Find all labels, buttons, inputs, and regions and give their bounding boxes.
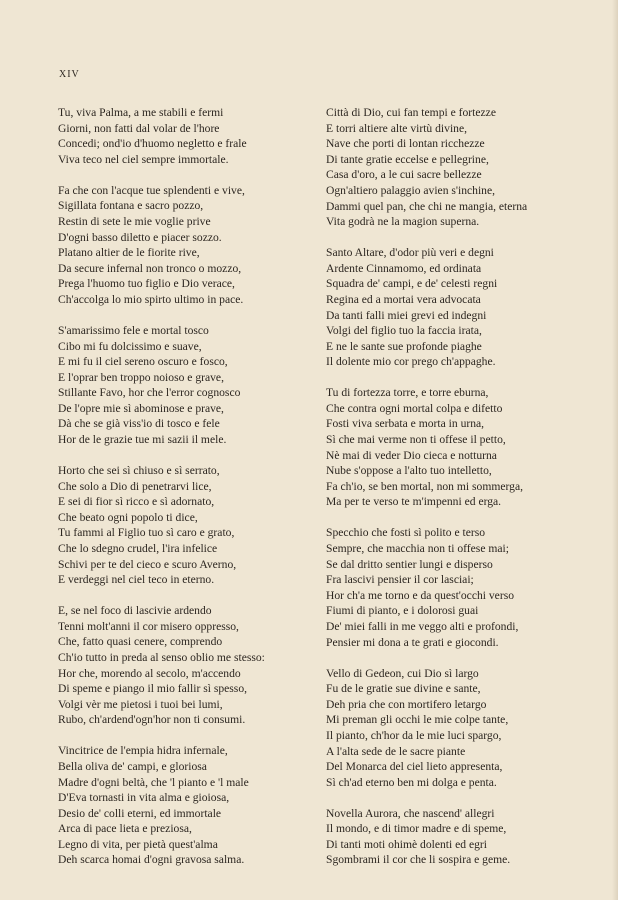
verse-line: Novella Aurora, che nascend' allegri xyxy=(326,806,495,820)
stanza xyxy=(58,105,308,167)
stanza xyxy=(326,525,562,650)
verse-line: Cibo mi fu dolcissimo e suave, xyxy=(58,339,202,353)
verse-line: E sei di fior sì ricco e sì adornato, xyxy=(58,495,215,509)
verse-line: Nè mai di veder Dio cieca e notturna xyxy=(326,448,497,462)
verse-line: Vello di Gedeon, cui Dio sì largo xyxy=(326,666,479,680)
verse-line: Che, fatto quasi cenere, comprendo xyxy=(58,635,223,649)
verse-line: De' miei falli in me veggo alti e profondi, xyxy=(326,619,519,633)
verse-line: Specchio che fosti sì polito e terso xyxy=(326,526,486,540)
verse-line: Hor de le grazie tue mi sazii il mele. xyxy=(58,433,227,447)
verse-line: Tenni molt'anni il cor misero oppresso, xyxy=(58,619,239,633)
verse-line: Nube s'oppose a l'alto tuo intelletto, xyxy=(326,464,492,478)
left-column xyxy=(58,105,308,883)
verse-line: Platano altier de le fiorite rive, xyxy=(58,246,200,260)
verse-line: Bella oliva de' campi, e gloriosa xyxy=(58,759,207,773)
verse-line: Restin di sete le mie voglie prive xyxy=(58,214,211,228)
verse-line: Giorni, non fatti dal volar de l'hore xyxy=(58,121,220,135)
page-number: XIV xyxy=(59,69,80,80)
verse-line: Pensier mi dona a te grati e giocondi. xyxy=(326,635,499,649)
verse-line: E, se nel foco di lascivie ardendo xyxy=(58,604,212,618)
verse-line: Horto che sei sì chiuso e sì serrato, xyxy=(58,464,220,478)
verse-line: Che solo a Dio di penetrarvi lice, xyxy=(58,479,212,493)
verse-line: E l'oprar ben troppo noioso e grave, xyxy=(58,370,224,384)
verse-line: Che beato ogni popolo ti dice, xyxy=(58,510,198,524)
verse-line: Città di Dio, cui fan tempi e fortezze xyxy=(326,106,496,119)
verse-line: De l'opre mie sì abominose e prave, xyxy=(58,401,224,415)
stanza xyxy=(58,603,308,728)
stanza xyxy=(58,183,308,308)
verse-line: Di speme e piango il mio fallir sì spesso, xyxy=(58,682,248,696)
verse-line: Di tanti moti ohimè dolenti ed egri xyxy=(326,837,487,851)
verse-line: Stillante Favo, hor che l'error cognosco xyxy=(58,386,241,400)
verse-line: Che lo sdegno crudel, l'ira infelice xyxy=(58,542,218,556)
verse-line: Ardente Cinnamomo, ed ordinata xyxy=(326,261,482,275)
verse-line: Volgi del figlio tuo la faccia irata, xyxy=(326,324,482,338)
verse-line: Da tanti falli miei grevi ed indegni xyxy=(326,308,487,322)
verse-line: Mi preman gli occhi le mie colpe tante, xyxy=(326,713,509,727)
verse-line: Tu, viva Palma, a me stabili e fermi xyxy=(58,106,224,119)
verse-line: Di tante gratie eccelse e pellegrine, xyxy=(326,152,489,166)
verse-line: Arca di pace lieta e preziosa, xyxy=(58,822,192,836)
verse-line: Sempre, che macchia non ti offese mai; xyxy=(326,542,509,556)
verse-line: E verdeggi nel ciel teco in eterno. xyxy=(58,573,215,587)
verse-line: Casa d'oro, a le cui sacre bellezze xyxy=(326,168,482,182)
verse-line: D'Eva tornasti in vita alma e gioiosa, xyxy=(58,791,230,805)
verse-line: Hor ch'a me torno e da quest'occhi verso xyxy=(326,588,515,602)
verse-line: Deh scarca homai d'ogni gravosa salma. xyxy=(58,853,245,867)
verse-line: Da secure infernal non tronco o mozzo, xyxy=(58,261,242,275)
verse-line: Hor che, morendo al secolo, m'accendo xyxy=(58,666,241,680)
stanza xyxy=(326,666,562,791)
stanza xyxy=(326,385,562,510)
verse-line: Ma per te verso te m'impenni ed erga. xyxy=(326,495,502,509)
verse-line: Deh pria che con mortifero letargo xyxy=(326,697,487,711)
verse-line: Fa ch'io, se ben mortal, non mi sommerga, xyxy=(326,479,524,493)
verse-line: Ch'accolga lo mio spirto ultimo in pace. xyxy=(58,292,244,306)
verse-line: Volgi vèr me pietosi i tuoi bei lumi, xyxy=(58,697,223,711)
verse-line: Sigillata fontana e sacro pozzo, xyxy=(58,199,204,213)
verse-line: D'ogni basso diletto e piacer sozzo. xyxy=(58,230,222,244)
verse-line: Fosti viva serbata e morta in urna, xyxy=(326,417,485,431)
verse-line: Il pianto, ch'hor da le mie luci spargo, xyxy=(326,728,502,742)
verse-line: Tu di fortezza torre, e torre eburna, xyxy=(326,386,489,400)
right-column xyxy=(326,105,562,883)
verse-line: Sgombrami il cor che li sospira e geme. xyxy=(326,853,511,867)
verse-line: Fu de le gratie sue divine e sante, xyxy=(326,682,481,696)
verse-line: S'amarissimo fele e mortal tosco xyxy=(58,323,209,337)
verse-line: Regina ed a mortai vera advocata xyxy=(326,292,481,306)
stanza xyxy=(58,463,308,588)
verse-line: Legno di vita, per pietà quest'alma xyxy=(58,837,218,851)
verse-line: Santo Altare, d'odor più veri e degni xyxy=(326,246,494,260)
verse-line: E mi fu il ciel sereno oscuro e fosco, xyxy=(58,355,228,369)
verse-line: Nave che porti di lontan ricchezze xyxy=(326,137,485,151)
verse-line: Viva teco nel ciel sempre immortale. xyxy=(58,152,229,166)
verse-line: Il dolente mio cor prego ch'appaghe. xyxy=(326,355,496,369)
verse-line: Sì che mai verme non ti offese il petto, xyxy=(326,433,506,447)
verse-line: Rubo, ch'ardend'ogn'hor non ti consumi. xyxy=(58,713,246,727)
verse-line: E torri altiere alte virtù divine, xyxy=(326,121,468,135)
verse-line: Fa che con l'acque tue splendenti e vive, xyxy=(58,183,245,197)
page-edge-shadow xyxy=(612,0,618,900)
verse-line: Ogn'altiero palaggio avien s'inchine, xyxy=(326,183,496,197)
verse-line: Concedi; ond'io d'huomo negletto e frale xyxy=(58,137,247,151)
stanza xyxy=(326,806,562,868)
verse-line: Madre d'ogni beltà, che 'l pianto e 'l male xyxy=(58,775,249,789)
verse-line: Che contra ogni mortal colpa e difetto xyxy=(326,401,503,415)
verse-line: Tu fammi al Figlio tuo sì caro e grato, xyxy=(58,526,235,540)
verse-line: Ch'io tutto in preda al senso oblio me stesso: xyxy=(58,650,265,664)
stanza xyxy=(58,743,308,868)
verse-line: Squadra de' campi, e de' celesti regni xyxy=(326,277,498,291)
verse-line: Del Monarca del ciel lieto appresenta, xyxy=(326,760,503,774)
verse-line: A l'alta sede de le sacre piante xyxy=(326,744,466,758)
verse-line: Prega l'huomo tuo figlio e Dio verace, xyxy=(58,277,235,291)
verse-line: Dà che se già viss'io di tosco e fele xyxy=(58,417,220,431)
stanza xyxy=(326,105,562,230)
verse-line: Schivi per te del cieco e scuro Averno, xyxy=(58,557,237,571)
verse-line: Desio de' colli eterni, ed immortale xyxy=(58,806,222,820)
verse-line: Fiumi di pianto, e i dolorosi guai xyxy=(326,604,479,618)
stanza xyxy=(326,245,562,370)
verse-line: Vita godrà ne la magion superna. xyxy=(326,215,480,229)
verse-line: Dammi quel pan, che chi ne mangia, eterna xyxy=(326,199,528,213)
verse-line: Fra lascivi pensier il cor lasciai; xyxy=(326,573,474,587)
verse-line: Il mondo, e di timor madre e di speme, xyxy=(326,822,507,836)
verse-line: E ne le sante sue profonde piaghe xyxy=(326,339,482,353)
verse-line: Sì ch'ad eterno ben mi dolga e penta. xyxy=(326,775,497,789)
verse-line: Se dal dritto sentier lungi e disperso xyxy=(326,557,493,571)
verse-line: Vincitrice de l'empia hidra infernale, xyxy=(58,744,228,758)
stanza xyxy=(58,323,308,448)
